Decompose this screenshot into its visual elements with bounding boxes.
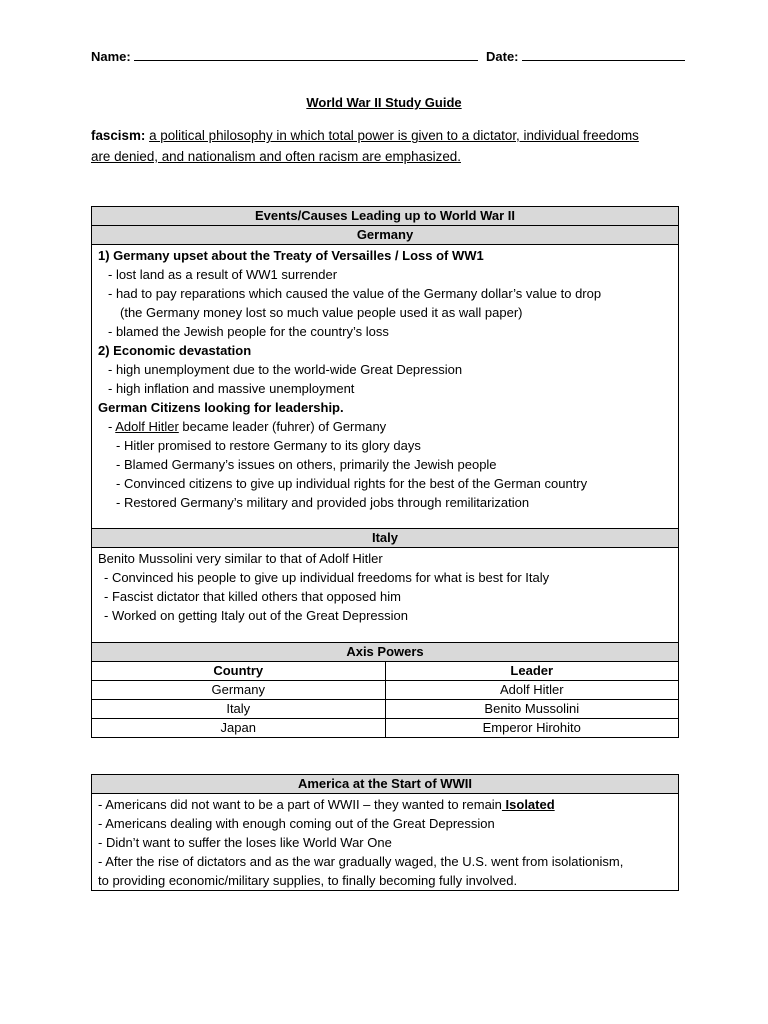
list-item: to providing economic/military supplies, to finally becoming fully involved. <box>98 873 518 888</box>
list-item: - blamed the Jewish people for the country’s loss <box>108 324 389 339</box>
america-section <box>92 794 679 891</box>
list-item: - Americans dealing with enough coming out of the Great Depression <box>98 816 495 831</box>
germany-cause-2: 2) Economic devastation <box>98 343 252 358</box>
list-item: - Convinced his people to give up individual freedoms for what is best for Italy <box>104 570 550 585</box>
definition-text-2: are denied, and nationalism and often racism are emphasized. <box>91 149 461 164</box>
definition-text-1: a political philosophy in which total power is given to a dictator, individual freedoms <box>149 128 639 143</box>
list-item: - had to pay reparations which caused the value of the Germany dollar’s value to drop <box>108 286 602 301</box>
name-label: Name: <box>91 49 131 64</box>
isolated-prefix: - Americans did not want to be a part of WWII – they wanted to remain <box>98 797 502 812</box>
axis-country: Germany <box>92 681 386 700</box>
italy-intro: Benito Mussolini very similar to that of Adolf Hitler <box>98 551 383 566</box>
table-row <box>92 700 679 719</box>
list-item: - Hitler promised to restore Germany to its glory days <box>116 438 421 453</box>
date-field[interactable] <box>522 48 685 61</box>
axis-heading: Axis Powers <box>92 643 679 662</box>
axis-country: Italy <box>92 700 386 719</box>
italy-heading: Italy <box>92 529 679 548</box>
list-item: (the Germany money lost so much value people used it as wall paper) <box>120 305 523 320</box>
leader-prefix: - <box>108 419 116 434</box>
axis-col-country: Country <box>92 662 386 681</box>
definition-term: fascism: <box>91 128 146 143</box>
date-label: Date: <box>486 49 519 64</box>
list-item: - Blamed Germany’s issues on others, primarily the Jewish people <box>116 457 497 472</box>
list-item: - Worked on getting Italy out of the Great Depression <box>104 608 408 623</box>
list-item: - Fascist dictator that killed others that opposed him <box>104 589 401 604</box>
fascism-definition <box>91 125 681 167</box>
germany-heading: Germany <box>92 226 679 245</box>
name-field[interactable] <box>134 48 478 61</box>
page-title: World War II Study Guide <box>306 95 462 110</box>
america-table <box>91 774 679 891</box>
axis-leader: Emperor Hirohito <box>385 719 679 738</box>
axis-country: Japan <box>92 719 386 738</box>
axis-leader: Benito Mussolini <box>385 700 679 719</box>
name-date-header <box>91 48 681 66</box>
america-title: America at the Start of WWII <box>92 775 679 794</box>
list-item: - Didn’t want to suffer the loses like World War One <box>98 835 392 850</box>
axis-col-leader: Leader <box>385 662 679 681</box>
italy-section <box>92 548 679 643</box>
table-row <box>92 719 679 738</box>
list-item: - lost land as a result of WW1 surrender <box>108 267 338 282</box>
germany-section <box>92 245 679 529</box>
isolated-emphasis: Isolated <box>501 797 555 812</box>
list-item: - Convinced citizens to give up individual rights for the best of the German country <box>116 476 588 491</box>
table-row <box>92 681 679 700</box>
list-item: - Restored Germany’s military and provided jobs through remilitarization <box>116 495 530 510</box>
list-item: - After the rise of dictators and as the war gradually waged, the U.S. went from isolationism, <box>98 854 624 869</box>
axis-leader: Adolf Hitler <box>385 681 679 700</box>
germany-cause-1: 1) Germany upset about the Treaty of Versailles / Loss of WW1 <box>98 248 484 263</box>
events-table <box>91 206 679 738</box>
hitler-leader-line <box>98 417 672 436</box>
america-item-isolated <box>98 795 672 814</box>
list-item: - high unemployment due to the world-wide Great Depression <box>108 362 463 377</box>
leader-suffix: became leader (fuhrer) of Germany <box>178 419 387 434</box>
germany-cause-3: German Citizens looking for leadership. <box>98 400 344 415</box>
events-title: Events/Causes Leading up to World War II <box>92 207 679 226</box>
leader-name: Adolf Hitler <box>115 419 179 434</box>
list-item: - high inflation and massive unemployment <box>108 381 355 396</box>
